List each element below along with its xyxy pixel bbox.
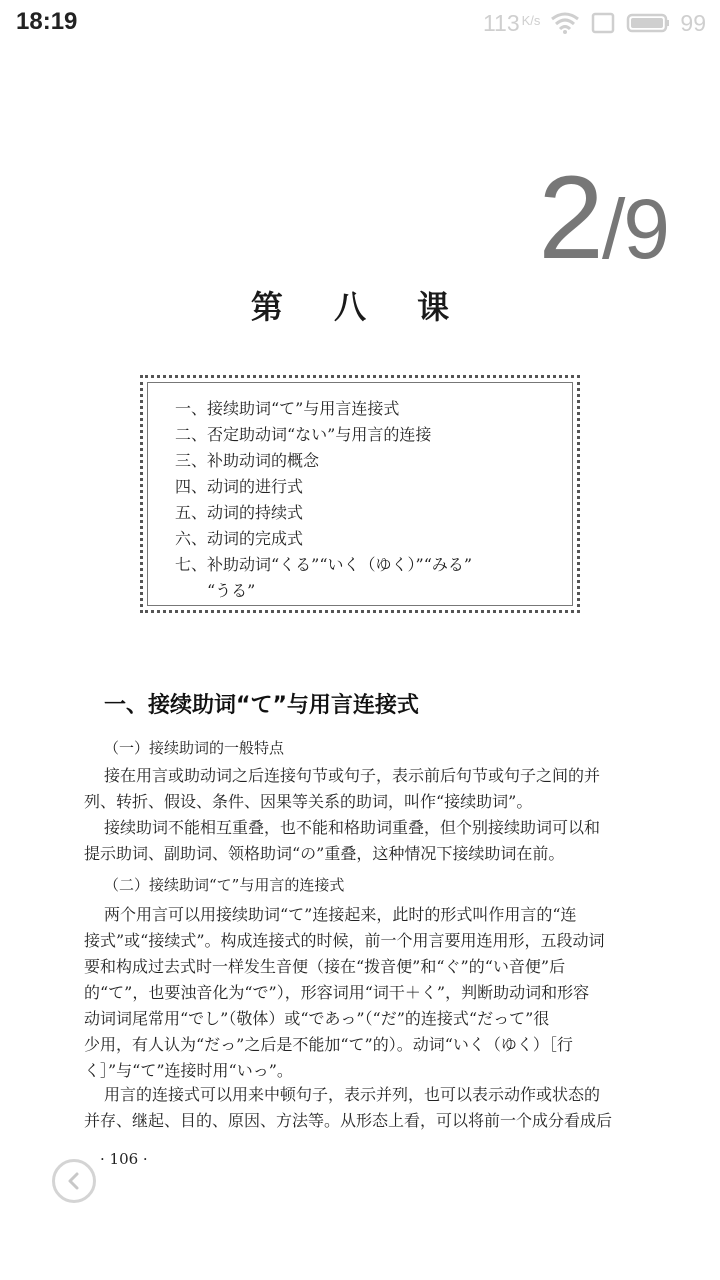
toc-list (175, 396, 575, 604)
toc-item: 六、动词的完成式 (175, 529, 304, 548)
subheading: （二）接续助词“て”与用言的连接式 (104, 876, 345, 894)
battery-level: 99 (680, 9, 706, 36)
back-button[interactable] (52, 1159, 96, 1203)
wifi-icon (550, 11, 580, 35)
toc-item: 二、否定助动词“ない”与用言的连接 (175, 425, 432, 444)
text-line: 接式”或“接续式”。构成连接式的时候，前一个用言要用连用形，五段动词 (84, 931, 605, 950)
toc-item: 四、动词的进行式 (175, 477, 304, 496)
text-line: 列、转折、假设、条件、因果等关系的助词，叫作“接续助词”。 (84, 792, 533, 811)
paragraph-2 (84, 815, 658, 867)
toc-item: 五、动词的持续式 (175, 503, 304, 522)
paragraph-1 (84, 763, 658, 815)
net-speed-unit: K/s (521, 12, 541, 28)
text-line: 要和构成过去式时一样发生音便（接在“拨音便”和“ぐ”的“い音便”后 (84, 957, 566, 976)
section-heading: 一、接续助词“て”与用言连接式 (104, 693, 419, 718)
paragraph-3 (84, 902, 658, 1084)
subheading: （一）接续助词的一般特点 (104, 739, 285, 757)
status-time: 18:19 (16, 8, 78, 35)
chevron-left-icon (64, 1171, 84, 1191)
toc-item: 七、补助动词“くる”“いく（ゆく）”“みる” (175, 555, 473, 574)
subheading-1-block (104, 737, 658, 758)
toc-item-continuation: “うる” (207, 581, 256, 600)
page-separator: / (601, 182, 624, 276)
subheading-2-block (104, 874, 658, 895)
page-total: 9 (623, 182, 668, 276)
status-bar (0, 0, 720, 46)
sim-card-icon (590, 11, 616, 35)
lesson-title: 第 八 课 (250, 288, 470, 326)
text-line: 接在用言或助动词之后连接句节或句子，表示前后句节或句子之间的并 (104, 766, 601, 785)
page-number: · 106 · (100, 1150, 148, 1168)
text-line: く］”与“て”连接时用“いっ”。 (84, 1061, 293, 1080)
toc-item: 三、补助动词的概念 (175, 451, 320, 470)
text-line: 的“て”，也要浊音化为“で”），形容词用“词干＋く”，判断助动词和形容 (84, 983, 590, 1002)
text-line: 用言的连接式可以用来中顿句子，表示并列，也可以表示动作或状态的 (104, 1085, 601, 1104)
text-line: 动词词尾常用“でし”（敬体）或“であっ”（“だ”的连接式“だって”很 (84, 1009, 550, 1028)
text-line: 少用，有人认为“だっ”之后是不能加“て”的）。动词“いく（ゆく）［行 (84, 1035, 573, 1054)
paragraph-4 (84, 1082, 658, 1134)
text-line: 并存、继起、目的、原因、方法等。从形态上看，可以将前一个成分看成后 (84, 1111, 613, 1130)
text-line: 提示助词、副助词、领格助词“の”重叠，这种情况下接续助词在前。 (84, 844, 565, 863)
battery-icon (626, 11, 670, 35)
page-counter (538, 150, 668, 286)
net-speed-value: 113 (482, 9, 520, 36)
status-icons (483, 8, 706, 38)
toc-item: 一、接续助词“て”与用言连接式 (175, 399, 400, 418)
page-current: 2 (538, 152, 602, 284)
text-line: 两个用言可以用接续助词“て”连接起来，此时的形式叫作用言的“连 (104, 905, 577, 924)
toc-box (140, 375, 580, 613)
text-line: 接续助词不能相互重叠，也不能和格助词重叠，但个别接续助词可以和 (104, 818, 601, 837)
net-speed (483, 10, 540, 37)
